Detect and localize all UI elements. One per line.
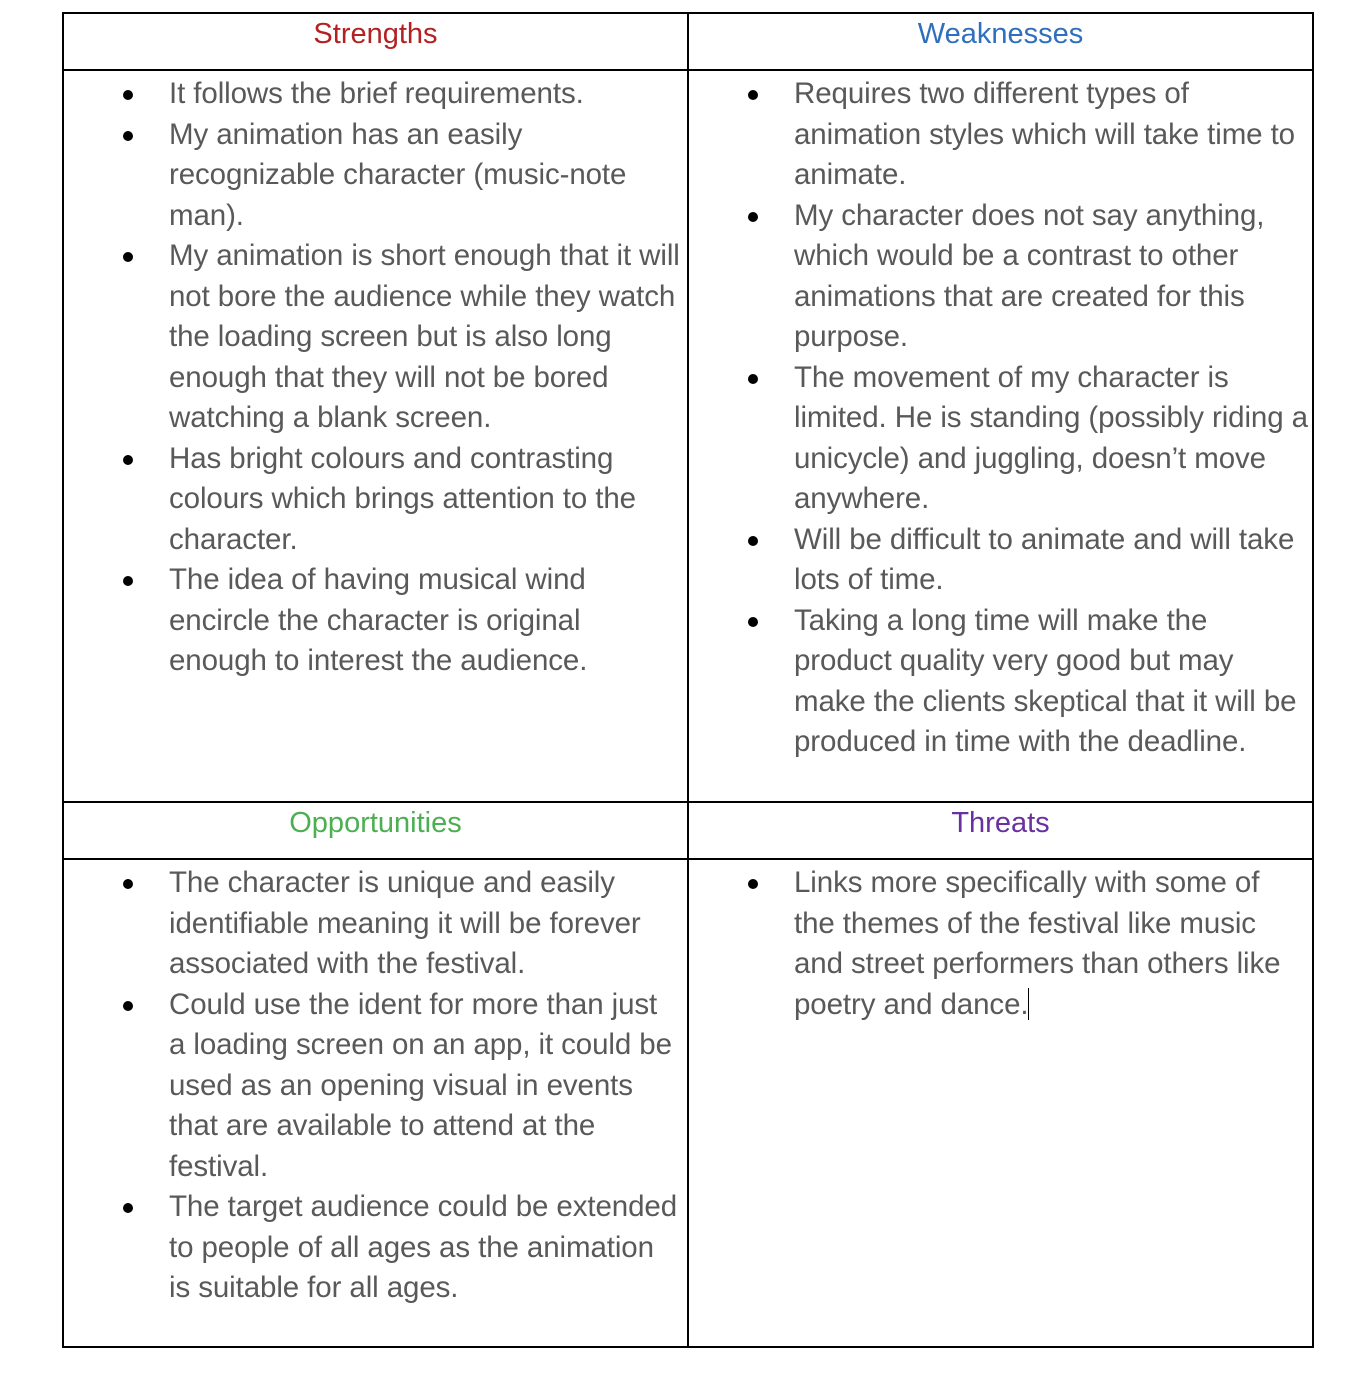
threats-cell[interactable]	[688, 859, 1313, 1347]
list-item: Will be difficult to animate and will take lots of time.	[794, 520, 1308, 601]
list-item: My character does not say anything, which would be a contrast to other animations that are created for this purpose.	[794, 196, 1308, 358]
opportunities-header-cell[interactable]	[63, 802, 688, 859]
threats-header-cell[interactable]	[688, 802, 1313, 859]
threats-item-text: Links more specifically with some of the themes of the festival like music and street performers than others like poetry and dance.	[794, 866, 1281, 1021]
text-cursor	[1028, 988, 1029, 1020]
swot-table	[62, 12, 1314, 1348]
list-item: It follows the brief requirements.	[169, 74, 681, 115]
list-item: My animation is short enough that it will not bore the audience while they watch the loading screen but is also long enough that they will not be bored watching a blank screen.	[169, 236, 681, 439]
list-item: My animation has an easily recognizable character (music-note man).	[169, 115, 681, 237]
threats-title: Threats	[951, 807, 1050, 839]
list-item: The character is unique and easily identifiable meaning it will be forever associated with the festival.	[169, 863, 681, 985]
strengths-cell[interactable]	[63, 70, 688, 802]
threats-list	[689, 860, 1312, 1025]
opportunities-list	[64, 860, 687, 1309]
weaknesses-list	[689, 71, 1312, 763]
list-item: The idea of having musical wind encircle the character is original enough to interest the audience.	[169, 560, 681, 682]
list-item: Could use the ident for more than just a loading screen on an app, it could be used as an opening visual in events that are available to attend at the festival.	[169, 985, 681, 1188]
opportunities-cell[interactable]	[63, 859, 688, 1347]
strengths-title: Strengths	[313, 18, 438, 50]
list-item: Taking a long time will make the product quality very good but may make the clients skeptical that it will be produced in time with the deadline.	[794, 601, 1308, 763]
weaknesses-title: Weaknesses	[917, 18, 1084, 50]
list-item	[794, 863, 1308, 1025]
list-item: The target audience could be extended to people of all ages as the animation is suitable for all ages.	[169, 1187, 681, 1309]
list-item: The movement of my character is limited. He is standing (possibly riding a unicycle) and juggling, doesn’t move anywhere.	[794, 358, 1308, 520]
strengths-header-cell[interactable]	[63, 13, 688, 70]
weaknesses-header-cell[interactable]	[688, 13, 1313, 70]
opportunities-title: Opportunities	[289, 807, 462, 839]
weaknesses-cell[interactable]	[688, 70, 1313, 802]
list-item: Has bright colours and contrasting colours which brings attention to the character.	[169, 439, 681, 561]
strengths-list	[64, 71, 687, 682]
list-item: Requires two different types of animation styles which will take time to animate.	[794, 74, 1308, 196]
